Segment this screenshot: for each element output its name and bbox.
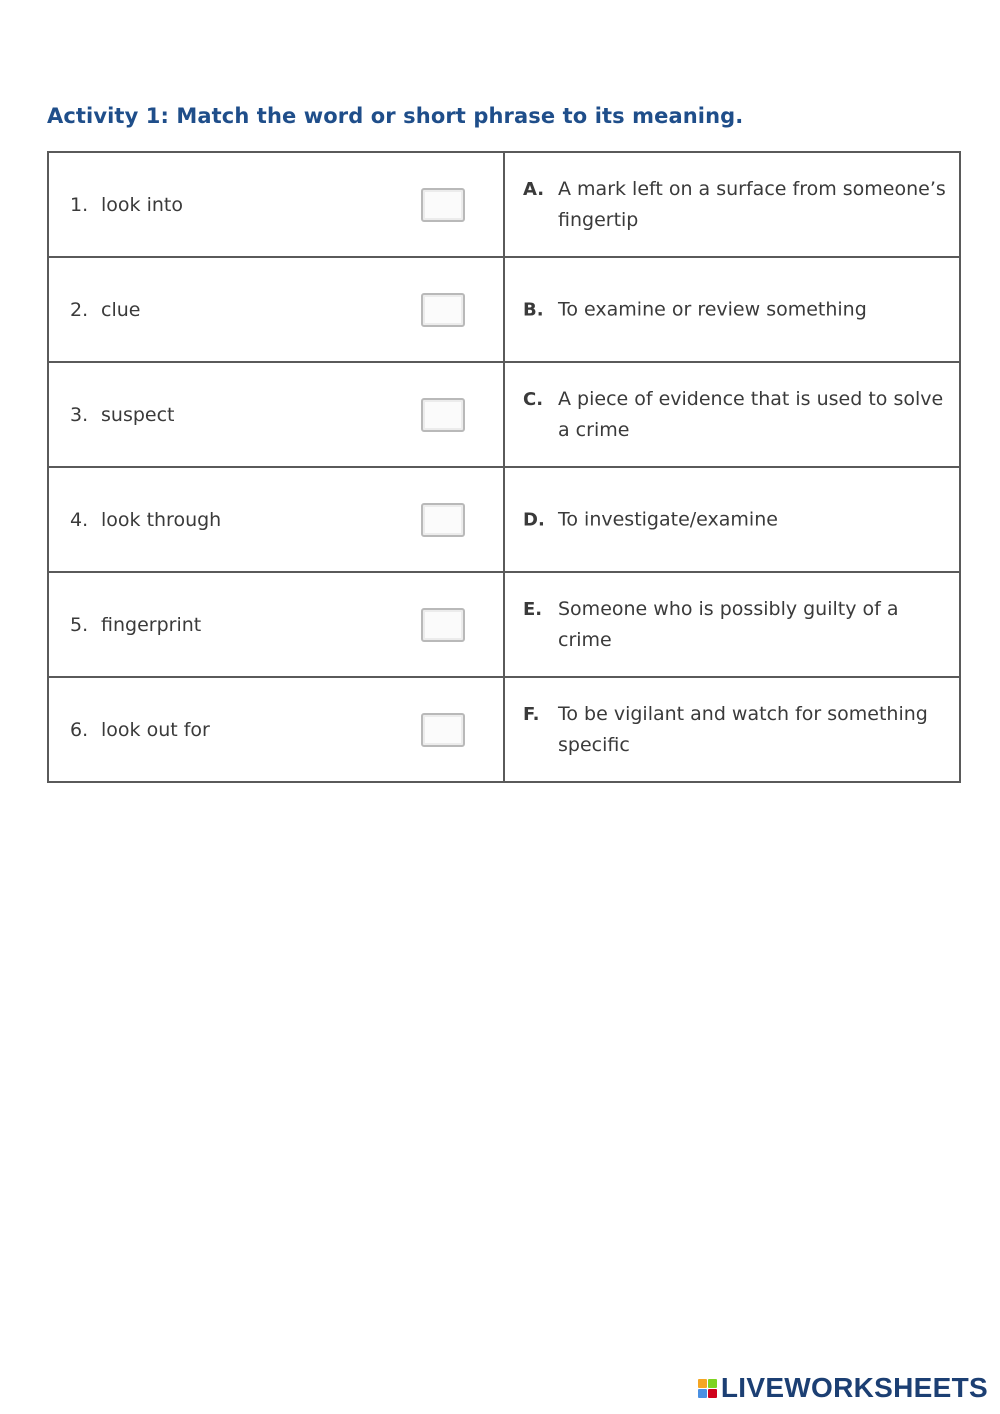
- definition-letter: D.: [523, 509, 545, 530]
- definition-letter: F.: [523, 703, 540, 725]
- item-number: 6.: [70, 718, 89, 741]
- definition-letter: E.: [523, 598, 543, 620]
- definition-text: To be vigilant and watch for something specific: [558, 702, 928, 756]
- definition-text: Someone who is possibly guilty of a crime: [558, 597, 899, 651]
- table-row: [48, 467, 960, 572]
- word-item: [70, 614, 201, 636]
- word-item: [70, 509, 221, 531]
- word-cell: [48, 152, 504, 257]
- definition-cell: [504, 362, 960, 467]
- liveworksheets-logo-icon: [698, 1379, 717, 1398]
- item-number: 4.: [70, 508, 89, 531]
- definition-item: [523, 594, 947, 656]
- word-item: [70, 299, 140, 321]
- logo-square: [708, 1379, 717, 1388]
- liveworksheets-logo[interactable]: [698, 1372, 988, 1404]
- word-cell: [48, 572, 504, 677]
- table-row: [48, 257, 960, 362]
- logo-square: [698, 1389, 707, 1398]
- item-number: 5.: [70, 613, 89, 636]
- table-row: [48, 572, 960, 677]
- definition-text: To investigate/examine: [558, 508, 778, 530]
- definition-item: [523, 294, 947, 325]
- answer-input-1[interactable]: [421, 188, 465, 222]
- item-number: 1.: [70, 193, 89, 216]
- definition-letter: A.: [523, 178, 545, 200]
- definition-letter: C.: [523, 388, 544, 410]
- matching-table: [47, 151, 961, 783]
- definition-item: [523, 174, 947, 236]
- definition-item: [523, 699, 947, 761]
- word-text: look out for: [101, 718, 210, 741]
- brand-name: LIVEWORKSHEETS: [720, 1372, 988, 1403]
- answer-input-6[interactable]: [421, 713, 465, 747]
- word-text: clue: [101, 298, 141, 321]
- item-number: 3.: [70, 403, 89, 426]
- word-text: look into: [101, 193, 183, 216]
- answer-input-2[interactable]: [421, 293, 465, 327]
- word-cell: [48, 467, 504, 572]
- item-number: 2.: [70, 298, 89, 321]
- definition-text: To examine or review something: [558, 298, 867, 320]
- definition-text: A piece of evidence that is used to solve a crime: [558, 387, 944, 441]
- definition-text: A mark left on a surface from someone’s fingertip: [558, 177, 946, 231]
- table-row: [48, 677, 960, 782]
- definition-cell: [504, 257, 960, 362]
- table-row: [48, 362, 960, 467]
- answer-input-4[interactable]: [421, 503, 465, 537]
- word-cell: [48, 257, 504, 362]
- definition-letter: B.: [523, 299, 544, 320]
- activity-title: Activity 1: Match the word or short phrase to its meaning.: [47, 104, 744, 128]
- answer-input-3[interactable]: [421, 398, 465, 432]
- definition-cell: [504, 152, 960, 257]
- answer-input-5[interactable]: [421, 608, 465, 642]
- definition-cell: [504, 677, 960, 782]
- word-cell: [48, 677, 504, 782]
- word-text: suspect: [101, 403, 175, 426]
- definition-item: [523, 504, 947, 535]
- definition-cell: [504, 572, 960, 677]
- word-item: [70, 404, 175, 426]
- logo-square: [698, 1379, 707, 1388]
- definition-cell: [504, 467, 960, 572]
- word-item: [70, 194, 183, 216]
- word-cell: [48, 362, 504, 467]
- logo-square: [708, 1389, 717, 1398]
- word-item: [70, 719, 210, 741]
- table-row: [48, 152, 960, 257]
- definition-item: [523, 384, 947, 446]
- word-text: look through: [101, 508, 222, 531]
- word-text: fingerprint: [101, 613, 202, 636]
